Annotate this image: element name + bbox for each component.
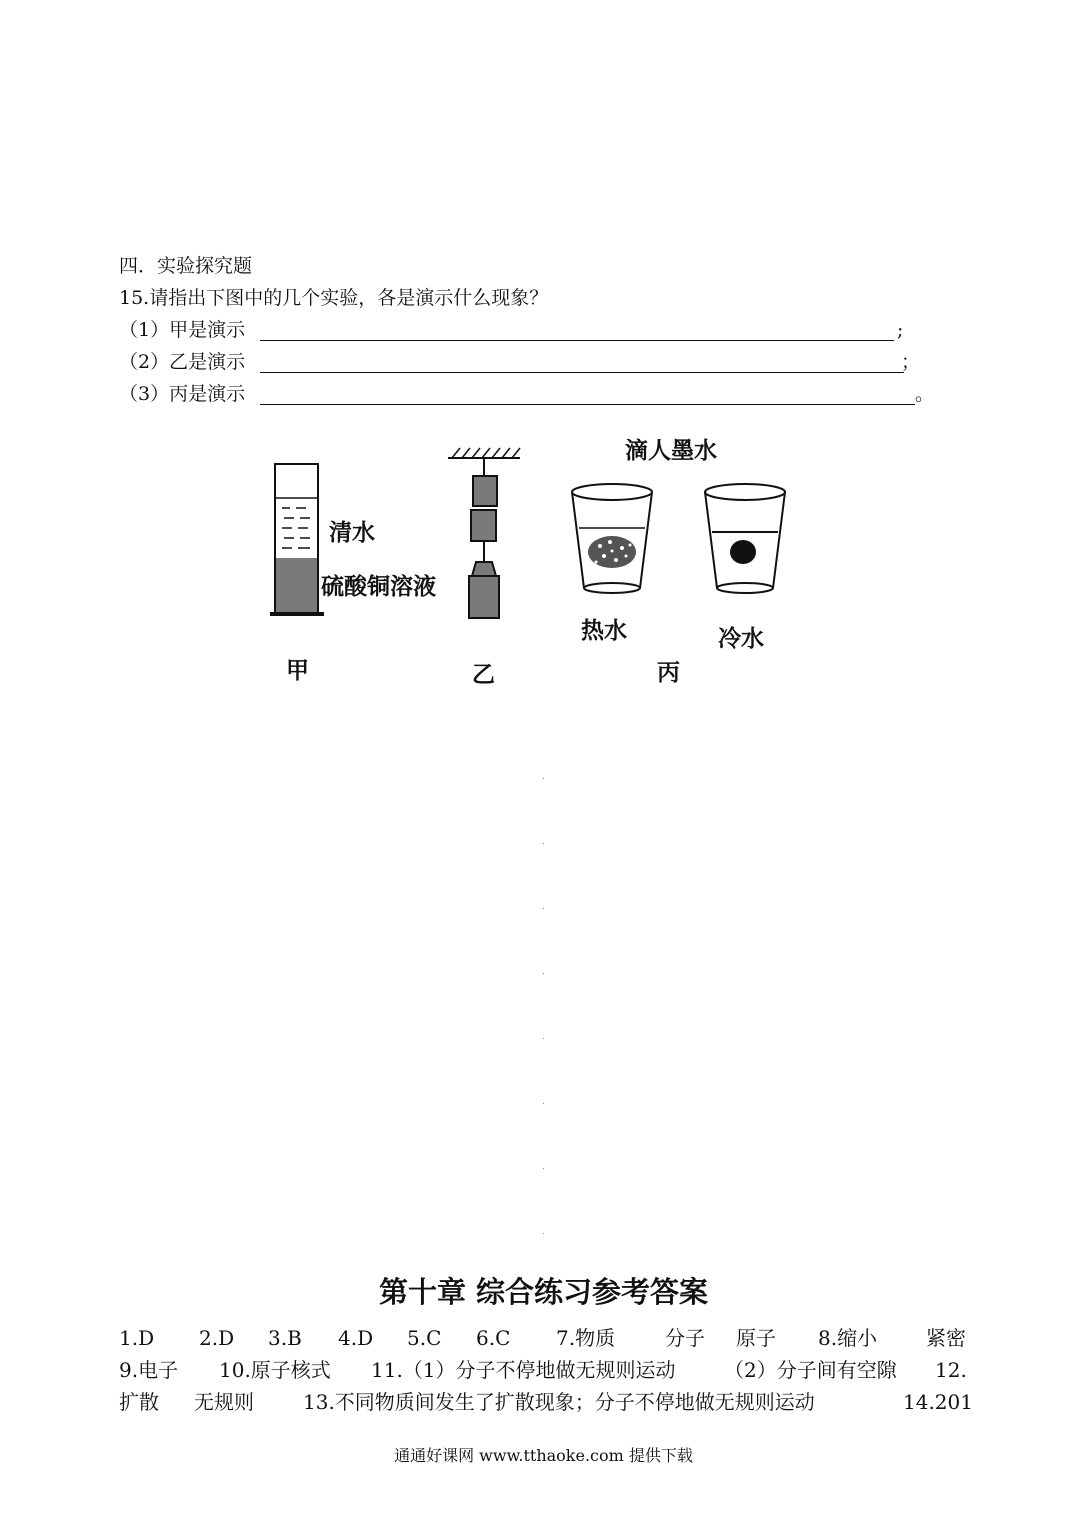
answer: 8.缩小 [818,1326,878,1350]
faint-dot [543,973,544,974]
answer: 9.电子 [119,1358,179,1382]
answer: 13.不同物质间发生了扩散现象；分子不停地做无规则运动 [303,1390,815,1414]
item-2-end: ； [901,351,921,373]
answer: 6.C [476,1326,511,1350]
caption-yi: 乙 [472,662,495,688]
answer: 无规则 [194,1390,254,1414]
answer: 原子 [736,1326,776,1350]
item-3-end: 。 [915,383,935,405]
cylinder-jia [270,464,324,616]
section-heading: 四．实验探究题 [119,255,253,277]
answer: 10.原子核式 [219,1358,331,1382]
faint-dot [543,908,544,909]
label-cold-water: 冷水 [718,626,764,652]
answer: 3.B [268,1326,302,1350]
answer: （2）分子间有空隙 [724,1358,897,1382]
answer: 14.201 [903,1390,973,1414]
answer: 2.D [199,1326,235,1350]
footer: 通通好课网 www.tthaoke.com 提供下载 [394,1446,693,1465]
caption-jia: 甲 [286,658,309,684]
label-hot-water: 热水 [581,618,627,644]
faint-dot [543,1233,544,1234]
item-2-prefix: （2）乙是演示 [119,351,246,373]
label-drop-ink: 滴人墨水 [625,438,717,464]
cup-hot-water [572,484,652,593]
question-15: 15.请指出下图中的几个实验，各是演示什么现象？ [119,287,549,309]
faint-dot [543,843,544,844]
label-copper-sulfate: 硫酸铜溶液 [321,574,436,600]
faint-dot [543,1038,544,1039]
experiment-figure [0,0,1087,700]
answer: 扩散 [119,1390,159,1414]
cup-cold-water [705,484,785,593]
answers-title: 第十章 综合练习参考答案 [378,1275,709,1309]
answer: 12. [935,1358,967,1382]
faint-dot [543,1168,544,1169]
answer: 1.D [119,1326,155,1350]
caption-bing: 丙 [657,660,680,686]
item-3-prefix: （3）丙是演示 [119,383,246,405]
item-1-end: ; [897,319,904,341]
answer: 5.C [407,1326,442,1350]
answer: 11.（1）分子不停地做无规则运动 [371,1358,676,1382]
faint-dot [543,1103,544,1104]
answer: 紧密 [926,1326,966,1350]
answer: 4.D [338,1326,374,1350]
blocks-yi [448,448,520,618]
answer: 7.物质 [556,1326,616,1350]
label-clear-water: 清水 [329,520,375,546]
faint-dot [543,778,544,779]
answer: 分子 [665,1326,705,1350]
item-1-prefix: （1）甲是演示 [119,319,246,341]
